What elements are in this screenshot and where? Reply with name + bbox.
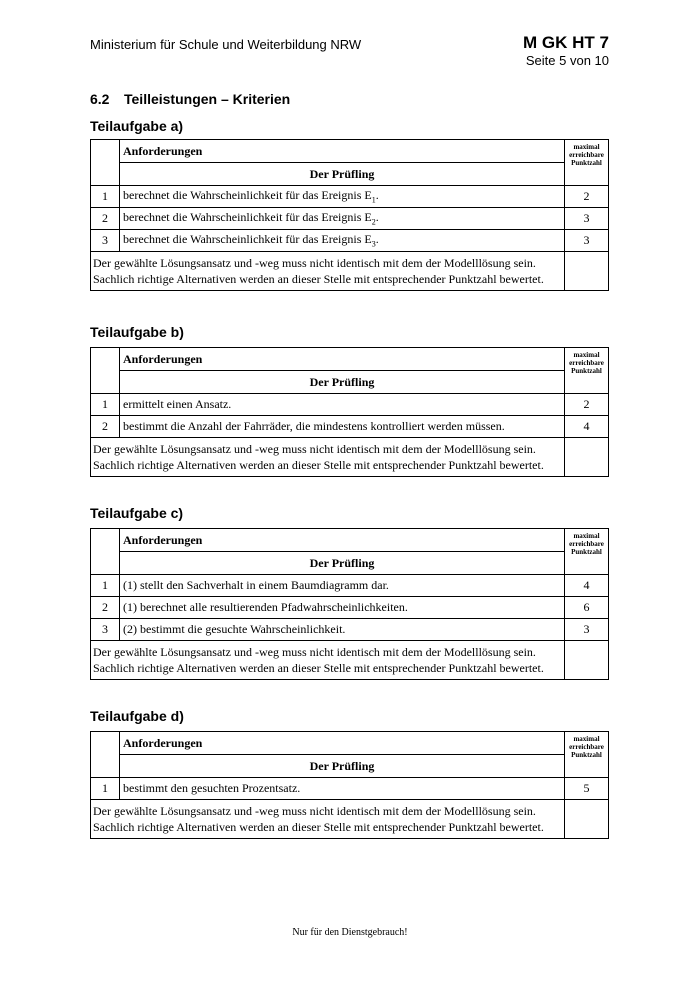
row-requirement: berechnet die Wahrscheinlichkeit für das Ereignis $E_2$. xyxy=(120,208,565,230)
table-row xyxy=(91,619,609,641)
header-blank-cell xyxy=(91,140,120,186)
row-requirement: berechnet die Wahrscheinlichkeit für das Ereignis $E_1$. xyxy=(120,186,565,208)
table-row xyxy=(91,208,609,230)
section-heading xyxy=(90,91,290,107)
header-max-points: maximal erreichbare Punktzahl xyxy=(565,140,609,186)
row-requirement: (2) bestimmt die gesuchte Wahrscheinlichkeit. xyxy=(120,619,565,641)
header-blank-cell xyxy=(91,529,120,575)
header-page-number: Seite 5 von 10 xyxy=(525,53,609,68)
row-requirement: bestimmt den gesuchten Prozentsatz. xyxy=(120,778,565,800)
header-blank-cell xyxy=(91,732,120,778)
task-title-b: Teilaufgabe b) xyxy=(90,324,184,340)
row-points: 4 xyxy=(565,575,609,597)
header-pruefling: Der Prüfling xyxy=(120,552,565,575)
row-requirement: ermittelt einen Ansatz. xyxy=(120,394,565,416)
criteria-table-a xyxy=(90,139,609,291)
note-row xyxy=(91,641,609,680)
table-row xyxy=(91,416,609,438)
table-row xyxy=(91,230,609,252)
note-text: Der gewählte Lösungsansatz und -weg muss nicht identisch mit dem der Modelllösung sein. Sachlich richtige Alternativen werden an dieser Stelle mit entsprechender Punktzahl bewertet. xyxy=(91,252,565,291)
criteria-table-c xyxy=(90,528,609,680)
note-row xyxy=(91,438,609,477)
task-title-d: Teilaufgabe d) xyxy=(90,708,184,724)
header-pruefling: Der Prüfling xyxy=(120,755,565,778)
note-text: Der gewählte Lösungsansatz und -weg muss nicht identisch mit dem der Modelllösung sein. Sachlich richtige Alternativen werden an dieser Stelle mit entsprechender Punktzahl bewertet. xyxy=(91,800,565,839)
header-ministry: Ministerium für Schule und Weiterbildung NRW xyxy=(90,37,362,52)
row-points: 2 xyxy=(565,394,609,416)
row-requirement: (1) stellt den Sachverhalt in einem Baumdiagramm dar. xyxy=(120,575,565,597)
row-requirement: (1) berechnet alle resultierenden Pfadwahrscheinlichkeiten. xyxy=(120,597,565,619)
row-points: 3 xyxy=(565,208,609,230)
row-number: 1 xyxy=(91,186,120,208)
header-exam-code: M GK HT 7 xyxy=(523,33,609,52)
row-number: 2 xyxy=(91,597,120,619)
header-anforderungen: Anforderungen xyxy=(120,348,565,371)
table-row xyxy=(91,575,609,597)
note-points-empty xyxy=(565,641,609,680)
task-title-a: Teilaufgabe a) xyxy=(90,118,184,134)
header-pruefling: Der Prüfling xyxy=(120,371,565,394)
criteria-table-d xyxy=(90,731,609,839)
note-row xyxy=(91,800,609,839)
header-anforderungen: Anforderungen xyxy=(120,732,565,755)
row-number: 1 xyxy=(91,394,120,416)
row-number: 1 xyxy=(91,575,120,597)
table-row xyxy=(91,778,609,800)
row-points: 4 xyxy=(565,416,609,438)
header-max-points: maximal erreichbare Punktzahl xyxy=(565,348,609,394)
row-number: 3 xyxy=(91,230,120,252)
note-points-empty xyxy=(565,252,609,291)
header-anforderungen: Anforderungen xyxy=(120,529,565,552)
note-points-empty xyxy=(565,438,609,477)
section-title: Teilleistungen – Kriterien xyxy=(124,91,291,107)
row-points: 3 xyxy=(565,619,609,641)
header-pruefling: Der Prüfling xyxy=(120,163,565,186)
row-points: 3 xyxy=(565,230,609,252)
row-number: 2 xyxy=(91,416,120,438)
note-text: Der gewählte Lösungsansatz und -weg muss nicht identisch mit dem der Modelllösung sein. Sachlich richtige Alternativen werden an dieser Stelle mit entsprechender Punktzahl bewertet. xyxy=(91,641,565,680)
footer-notice: Nur für den Dienstgebrauch! xyxy=(292,927,408,938)
row-points: 6 xyxy=(565,597,609,619)
table-row xyxy=(91,597,609,619)
row-requirement: berechnet die Wahrscheinlichkeit für das Ereignis $E_3$. xyxy=(120,230,565,252)
note-row xyxy=(91,252,609,291)
row-number: 3 xyxy=(91,619,120,641)
row-requirement: bestimmt die Anzahl der Fahrräder, die mindestens kontrolliert werden müssen. xyxy=(120,416,565,438)
table-row xyxy=(91,394,609,416)
row-number: 1 xyxy=(91,778,120,800)
row-points: 2 xyxy=(565,186,609,208)
header-max-points: maximal erreichbare Punktzahl xyxy=(565,529,609,575)
row-points: 5 xyxy=(565,778,609,800)
header-blank-cell xyxy=(91,348,120,394)
note-points-empty xyxy=(565,800,609,839)
table-row xyxy=(91,186,609,208)
header-max-points: maximal erreichbare Punktzahl xyxy=(565,732,609,778)
section-number: 6.2 xyxy=(90,91,110,107)
note-text: Der gewählte Lösungsansatz und -weg muss nicht identisch mit dem der Modelllösung sein. Sachlich richtige Alternativen werden an dieser Stelle mit entsprechender Punktzahl bewertet. xyxy=(91,438,565,477)
criteria-table-b xyxy=(90,347,609,477)
task-title-c: Teilaufgabe c) xyxy=(90,505,184,521)
row-number: 2 xyxy=(91,208,120,230)
header-anforderungen: Anforderungen xyxy=(120,140,565,163)
